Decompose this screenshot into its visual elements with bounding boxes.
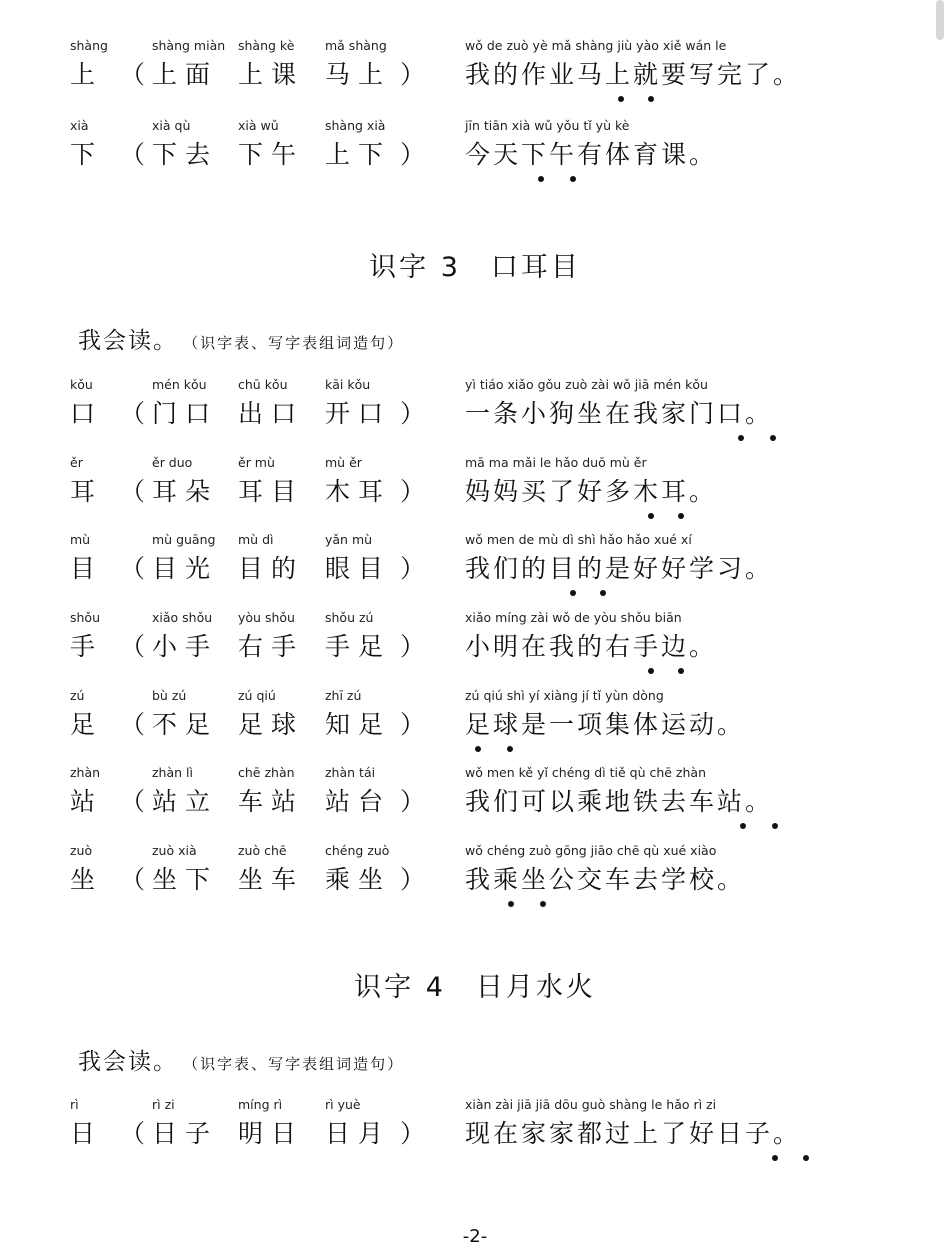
word-3: zhàn tái 站台 — [325, 765, 392, 816]
word-1: xiǎo shǒu 小手 — [152, 610, 219, 661]
paren-close: ） — [400, 477, 434, 506]
vocab-row — [70, 1097, 900, 1167]
char-pinyin: xià — [70, 118, 89, 133]
paren-close: ） — [400, 399, 434, 428]
vocab-row — [70, 532, 900, 602]
char: 日 — [70, 1119, 104, 1148]
emphasis-dot — [475, 746, 481, 752]
word-2: zú qiú 足球 — [238, 688, 305, 739]
example-sentence: wǒ men de mù dì shì hǎo hǎo xué xí 我们的目的是好好学习。 — [465, 532, 774, 583]
word-2: yòu shǒu 右手 — [238, 610, 305, 661]
vocab-row — [70, 843, 900, 913]
vocab-row — [70, 765, 900, 835]
vocab-row — [70, 455, 900, 525]
instruction — [78, 1043, 404, 1076]
char: 上 — [70, 60, 104, 89]
paren-open: （ — [120, 140, 154, 169]
paren-close: ） — [400, 710, 434, 739]
emphasis-dot — [570, 590, 576, 596]
emphasis-dot — [803, 1155, 809, 1161]
paren-open: （ — [120, 60, 154, 89]
emphasis-dot — [770, 435, 776, 441]
vocab-row — [70, 38, 900, 108]
example-sentence: xiàn zài jiā jiā dōu guò shàng le hǎo rì zi 现在家家都过上了好日子。 — [465, 1097, 802, 1148]
emphasis-dot — [540, 901, 546, 907]
emphasis-dot — [508, 901, 514, 907]
word-3: yǎn mù 眼目 — [325, 532, 392, 583]
word-3: shàng xià 上下 — [325, 118, 392, 169]
word-3: chéng zuò 乘坐 — [325, 843, 392, 894]
instruction-note: （识字表、写字表组词造句） — [183, 1055, 405, 1073]
char: 坐 — [70, 865, 104, 894]
emphasis-dot — [507, 746, 513, 752]
emphasis-dot — [538, 176, 544, 182]
char: 耳 — [70, 477, 104, 506]
instruction-text: 我会读。 — [78, 328, 178, 354]
char-pinyin: shàng — [70, 38, 108, 53]
word-1: bù zú 不足 — [152, 688, 219, 739]
example-sentence: wǒ chéng zuò gōng jiāo chē qù xué xiào 我乘坐公交车去学校。 — [465, 843, 746, 894]
example-sentence: jīn tiān xià wǔ yǒu tǐ yù kè 今天下午有体育课。 — [465, 118, 718, 169]
paren-open: （ — [120, 865, 154, 894]
section-title: 识字 4 日月水火 — [354, 972, 596, 1003]
emphasis-dot — [772, 823, 778, 829]
paren-close: ） — [400, 865, 434, 894]
char-pinyin: rì — [70, 1097, 79, 1112]
char: 下 — [70, 140, 104, 169]
paren-open: （ — [120, 632, 154, 661]
word-1: ěr duo 耳朵 — [152, 455, 219, 506]
word-3: zhī zú 知足 — [325, 688, 392, 739]
char: 目 — [70, 554, 104, 583]
paren-open: （ — [120, 710, 154, 739]
word-3: mù ěr 木耳 — [325, 455, 392, 506]
word-2: zuò chē 坐车 — [238, 843, 305, 894]
emphasis-dot — [738, 435, 744, 441]
word-3: rì yuè 日月 — [325, 1097, 392, 1148]
scrollbar[interactable] — [936, 0, 944, 40]
word-3: shǒu zú 手足 — [325, 610, 392, 661]
char-pinyin: zhàn — [70, 765, 101, 780]
char-pinyin: shǒu — [70, 610, 101, 625]
example-sentence: zú qiú shì yí xiàng jí tǐ yùn dòng 足球是一项集体运动。 — [465, 688, 746, 739]
word-1: mù guāng 目光 — [152, 532, 219, 583]
word-2: shàng kè 上课 — [238, 38, 305, 89]
paren-open: （ — [120, 477, 154, 506]
emphasis-dot — [618, 96, 624, 102]
paren-close: ） — [400, 140, 434, 169]
paren-open: （ — [120, 399, 154, 428]
paren-close: ） — [400, 1119, 434, 1148]
emphasis-dot — [600, 590, 606, 596]
word-1: xià qù 下去 — [152, 118, 219, 169]
paren-open: （ — [120, 1119, 154, 1148]
emphasis-dot — [740, 823, 746, 829]
char: 站 — [70, 787, 104, 816]
emphasis-dot — [570, 176, 576, 182]
char-pinyin: ěr — [70, 455, 83, 470]
word-1: shàng miàn 上面 — [152, 38, 226, 89]
example-sentence: yì tiáo xiǎo gǒu zuò zài wǒ jiā mén kǒu 一条小狗坐在我家门口。 — [465, 377, 774, 428]
emphasis-dot — [678, 513, 684, 519]
paren-close: ） — [400, 632, 434, 661]
example-sentence: wǒ de zuò yè mǎ shàng jiù yào xiě wán le 我的作业马上就要写完了。 — [465, 38, 802, 89]
paren-close: ） — [400, 554, 434, 583]
word-1: mén kǒu 门口 — [152, 377, 219, 428]
word-2: chū kǒu 出口 — [238, 377, 305, 428]
emphasis-dot — [648, 668, 654, 674]
char-pinyin: zuò — [70, 843, 93, 858]
emphasis-dot — [648, 513, 654, 519]
char-pinyin: mù — [70, 532, 91, 547]
example-sentence: xiǎo míng zài wǒ de yòu shǒu biān 小明在我的右手边。 — [465, 610, 718, 661]
word-1: zhàn lì 站立 — [152, 765, 219, 816]
word-2: xià wǔ 下午 — [238, 118, 305, 169]
section-title: 识字 3 口耳目 — [369, 252, 581, 283]
paren-close: ） — [400, 787, 434, 816]
char-pinyin: zú — [70, 688, 85, 703]
word-2: ěr mù 耳目 — [238, 455, 305, 506]
emphasis-dot — [648, 96, 654, 102]
word-1: zuò xià 坐下 — [152, 843, 219, 894]
word-3: kāi kǒu 开口 — [325, 377, 392, 428]
vocab-row — [70, 377, 900, 447]
vocab-row — [70, 118, 900, 188]
char: 口 — [70, 399, 104, 428]
char-pinyin: kǒu — [70, 377, 93, 392]
emphasis-dot — [772, 1155, 778, 1161]
example-sentence: wǒ men kě yǐ chéng dì tiě qù chē zhàn 我们可以乘地铁去车站。 — [465, 765, 774, 816]
char: 足 — [70, 710, 104, 739]
word-2: chē zhàn 车站 — [238, 765, 305, 816]
char-cell — [70, 38, 108, 92]
paren-open: （ — [120, 787, 154, 816]
word-2: mù dì 目的 — [238, 532, 305, 583]
instruction-text: 我会读。 — [78, 1049, 178, 1075]
vocab-row — [70, 688, 900, 758]
paren-open: （ — [120, 554, 154, 583]
char: 手 — [70, 632, 104, 661]
word-3: mǎ shàng 马上 — [325, 38, 392, 89]
instruction — [78, 322, 404, 355]
paren-close: ） — [400, 60, 434, 89]
example-sentence: mā ma mǎi le hǎo duō mù ěr 妈妈买了好多木耳。 — [465, 455, 718, 506]
emphasis-dot — [678, 668, 684, 674]
word-2: míng rì 明日 — [238, 1097, 305, 1148]
instruction-note: （识字表、写字表组词造句） — [183, 334, 405, 352]
vocab-row — [70, 610, 900, 680]
word-1: rì zi 日子 — [152, 1097, 219, 1148]
page-number: -2- — [462, 1226, 488, 1247]
